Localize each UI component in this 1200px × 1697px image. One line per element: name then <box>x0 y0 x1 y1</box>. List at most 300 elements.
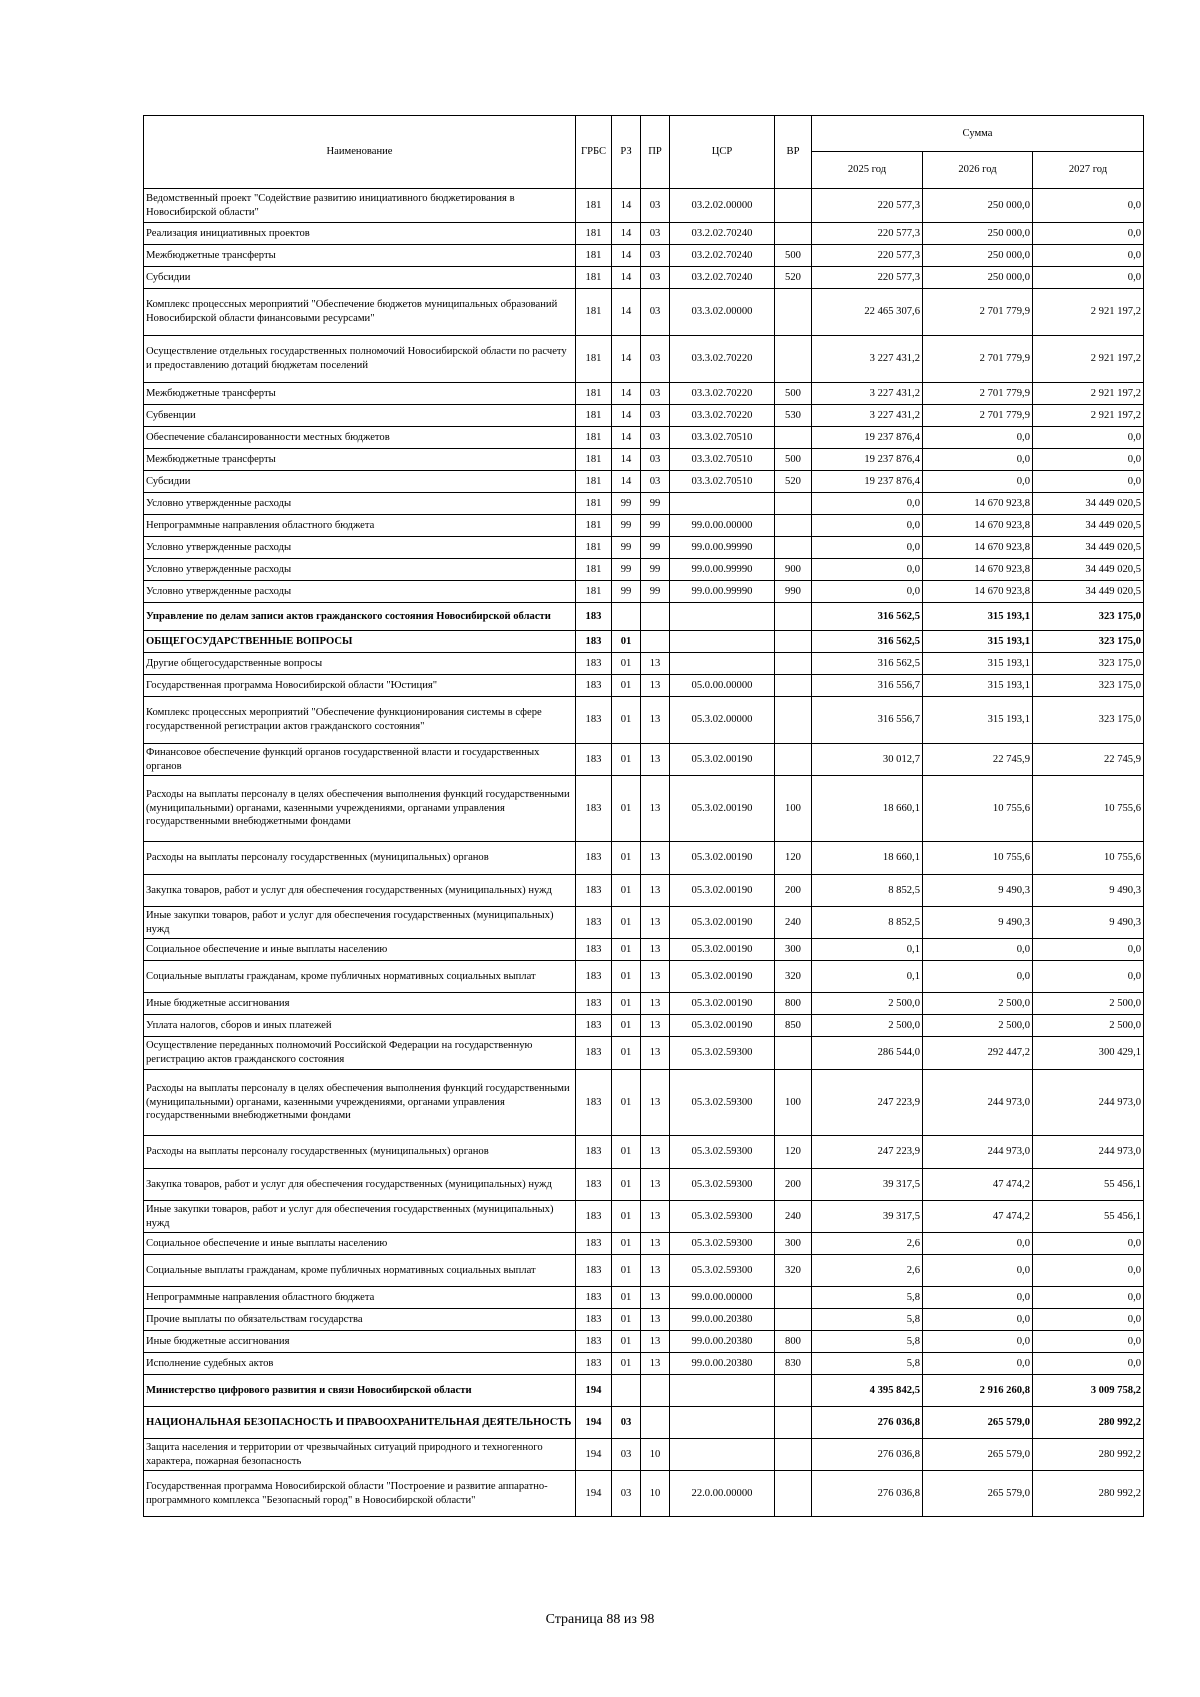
row-name: Защита населения и территории от чрезвычайных ситуаций природного и техногенного характера, пожарная безопасность <box>144 1439 576 1471</box>
row-name: Комплекс процессных мероприятий "Обеспечение бюджетов муниципальных образований Новосибирской области финансовыми ресурсами" <box>144 289 576 336</box>
row-grbs: 183 <box>576 1233 612 1255</box>
row-name: Непрограммные направления областного бюджета <box>144 515 576 537</box>
row-vr: 800 <box>775 1331 812 1353</box>
row-name: Государственная программа Новосибирской области "Юстиция" <box>144 675 576 697</box>
header-sum: Сумма <box>812 116 1144 152</box>
row-sum-2026: 265 579,0 <box>923 1471 1033 1517</box>
row-sum-2027: 0,0 <box>1033 1353 1144 1375</box>
row-rz: 14 <box>612 289 641 336</box>
row-grbs: 181 <box>576 493 612 515</box>
row-name: Расходы на выплаты персоналу государственных (муниципальных) органов <box>144 842 576 875</box>
table-row <box>144 581 1144 603</box>
table-row <box>144 1015 1144 1037</box>
row-pr: 13 <box>641 1331 670 1353</box>
row-sum-2026: 0,0 <box>923 1287 1033 1309</box>
row-rz: 14 <box>612 245 641 267</box>
row-rz: 01 <box>612 1136 641 1169</box>
table-row <box>144 697 1144 744</box>
row-vr <box>775 675 812 697</box>
row-csr: 03.3.02.70220 <box>670 336 775 383</box>
row-sum-2027: 280 992,2 <box>1033 1439 1144 1471</box>
table-row <box>144 653 1144 675</box>
row-vr: 120 <box>775 1136 812 1169</box>
row-rz: 01 <box>612 961 641 993</box>
row-name: Прочие выплаты по обязательствам государства <box>144 1309 576 1331</box>
row-rz: 14 <box>612 267 641 289</box>
row-vr: 500 <box>775 383 812 405</box>
row-sum-2025: 3 227 431,2 <box>812 383 923 405</box>
row-csr <box>670 1407 775 1439</box>
row-rz: 14 <box>612 427 641 449</box>
table-row <box>144 289 1144 336</box>
table-row <box>144 961 1144 993</box>
row-sum-2027: 0,0 <box>1033 939 1144 961</box>
row-pr: 13 <box>641 1201 670 1233</box>
row-sum-2026: 14 670 923,8 <box>923 537 1033 559</box>
row-sum-2027: 0,0 <box>1033 245 1144 267</box>
row-rz: 01 <box>612 744 641 776</box>
row-vr <box>775 515 812 537</box>
row-pr: 99 <box>641 493 670 515</box>
row-pr: 03 <box>641 427 670 449</box>
row-sum-2026: 10 755,6 <box>923 776 1033 842</box>
row-grbs: 194 <box>576 1375 612 1407</box>
row-vr: 320 <box>775 1255 812 1287</box>
row-pr: 13 <box>641 1353 670 1375</box>
row-grbs: 183 <box>576 993 612 1015</box>
row-sum-2025: 247 223,9 <box>812 1070 923 1136</box>
row-sum-2027: 0,0 <box>1033 223 1144 245</box>
row-name: Межбюджетные трансферты <box>144 245 576 267</box>
row-grbs: 183 <box>576 1136 612 1169</box>
row-vr: 100 <box>775 776 812 842</box>
row-pr: 10 <box>641 1471 670 1517</box>
row-vr: 830 <box>775 1353 812 1375</box>
row-csr: 05.3.02.00190 <box>670 776 775 842</box>
table-row <box>144 1353 1144 1375</box>
row-rz: 01 <box>612 1233 641 1255</box>
row-pr: 03 <box>641 449 670 471</box>
row-grbs: 183 <box>576 776 612 842</box>
row-csr: 03.3.02.70510 <box>670 449 775 471</box>
row-sum-2025: 8 852,5 <box>812 907 923 939</box>
row-sum-2026: 0,0 <box>923 449 1033 471</box>
row-grbs: 183 <box>576 603 612 631</box>
row-grbs: 183 <box>576 675 612 697</box>
row-rz: 01 <box>612 1287 641 1309</box>
table-row <box>144 537 1144 559</box>
table-row <box>144 1287 1144 1309</box>
row-sum-2025: 316 562,5 <box>812 631 923 653</box>
row-sum-2026: 9 490,3 <box>923 907 1033 939</box>
row-csr: 05.3.02.59300 <box>670 1169 775 1201</box>
row-pr: 13 <box>641 907 670 939</box>
row-name: Социальное обеспечение и иные выплаты населению <box>144 1233 576 1255</box>
row-sum-2027: 3 009 758,2 <box>1033 1375 1144 1407</box>
row-sum-2027: 2 500,0 <box>1033 1015 1144 1037</box>
row-pr: 13 <box>641 653 670 675</box>
row-pr: 13 <box>641 1309 670 1331</box>
row-sum-2026: 14 670 923,8 <box>923 581 1033 603</box>
row-rz: 01 <box>612 1015 641 1037</box>
row-name: Иные закупки товаров, работ и услуг для обеспечения государственных (муниципальных) нужд <box>144 907 576 939</box>
row-vr: 850 <box>775 1015 812 1037</box>
row-sum-2027: 55 456,1 <box>1033 1169 1144 1201</box>
table-row <box>144 875 1144 907</box>
row-csr: 03.3.02.70510 <box>670 427 775 449</box>
table-row <box>144 1439 1144 1471</box>
row-sum-2025: 3 227 431,2 <box>812 336 923 383</box>
row-sum-2025: 18 660,1 <box>812 842 923 875</box>
row-csr: 99.0.00.99990 <box>670 581 775 603</box>
row-name: Расходы на выплаты персоналу в целях обеспечения выполнения функций государственными (муниципальными) органами, казенными учреждениями, органами управления государственными внебюджетными фондами <box>144 1070 576 1136</box>
row-sum-2027: 0,0 <box>1033 1287 1144 1309</box>
table-row <box>144 1471 1144 1517</box>
row-rz: 01 <box>612 939 641 961</box>
row-sum-2025: 316 556,7 <box>812 697 923 744</box>
row-sum-2027: 10 755,6 <box>1033 776 1144 842</box>
row-csr: 05.3.02.00190 <box>670 961 775 993</box>
row-vr: 900 <box>775 559 812 581</box>
row-vr: 200 <box>775 1169 812 1201</box>
row-sum-2025: 220 577,3 <box>812 245 923 267</box>
row-sum-2026: 265 579,0 <box>923 1439 1033 1471</box>
row-sum-2025: 39 317,5 <box>812 1201 923 1233</box>
row-sum-2026: 315 193,1 <box>923 675 1033 697</box>
row-csr: 05.3.02.00190 <box>670 993 775 1015</box>
table-row <box>144 907 1144 939</box>
table-row <box>144 1309 1144 1331</box>
table-row <box>144 993 1144 1015</box>
row-pr: 13 <box>641 675 670 697</box>
row-csr: 05.3.02.59300 <box>670 1201 775 1233</box>
row-rz: 01 <box>612 1353 641 1375</box>
row-vr: 320 <box>775 961 812 993</box>
row-vr: 200 <box>775 875 812 907</box>
row-csr <box>670 631 775 653</box>
row-vr <box>775 1407 812 1439</box>
header-csr: ЦСР <box>670 116 775 189</box>
row-grbs: 181 <box>576 223 612 245</box>
header-year-2027: 2027 год <box>1033 152 1144 189</box>
row-grbs: 183 <box>576 1070 612 1136</box>
row-sum-2025: 276 036,8 <box>812 1407 923 1439</box>
row-name: Условно утвержденные расходы <box>144 493 576 515</box>
row-sum-2025: 5,8 <box>812 1353 923 1375</box>
header-year-2025: 2025 год <box>812 152 923 189</box>
row-sum-2027: 280 992,2 <box>1033 1471 1144 1517</box>
budget-table <box>143 115 1144 1517</box>
row-pr: 13 <box>641 842 670 875</box>
row-pr: 03 <box>641 405 670 427</box>
row-csr: 99.0.00.00000 <box>670 515 775 537</box>
row-pr: 13 <box>641 939 670 961</box>
row-name: Социальное обеспечение и иные выплаты населению <box>144 939 576 961</box>
row-rz: 03 <box>612 1439 641 1471</box>
row-pr: 03 <box>641 471 670 493</box>
row-sum-2026: 315 193,1 <box>923 631 1033 653</box>
row-grbs: 181 <box>576 471 612 493</box>
row-sum-2025: 19 237 876,4 <box>812 471 923 493</box>
row-rz: 14 <box>612 471 641 493</box>
row-sum-2027: 0,0 <box>1033 189 1144 223</box>
row-pr <box>641 603 670 631</box>
row-rz: 01 <box>612 697 641 744</box>
row-vr <box>775 603 812 631</box>
row-csr: 03.2.02.70240 <box>670 245 775 267</box>
row-name: Управление по делам записи актов гражданского состояния Новосибирской области <box>144 603 576 631</box>
row-grbs: 194 <box>576 1407 612 1439</box>
table-row <box>144 1070 1144 1136</box>
row-csr: 05.3.02.59300 <box>670 1255 775 1287</box>
row-csr <box>670 603 775 631</box>
row-sum-2025: 3 227 431,2 <box>812 405 923 427</box>
row-sum-2026: 250 000,0 <box>923 245 1033 267</box>
row-csr: 05.3.02.00190 <box>670 875 775 907</box>
row-sum-2027: 323 175,0 <box>1033 697 1144 744</box>
row-name: Субсидии <box>144 267 576 289</box>
row-csr: 99.0.00.99990 <box>670 559 775 581</box>
row-pr: 99 <box>641 559 670 581</box>
row-rz: 14 <box>612 336 641 383</box>
table-row <box>144 603 1144 631</box>
row-vr <box>775 697 812 744</box>
row-sum-2026: 47 474,2 <box>923 1201 1033 1233</box>
row-pr: 03 <box>641 189 670 223</box>
row-sum-2027: 244 973,0 <box>1033 1070 1144 1136</box>
table-row <box>144 493 1144 515</box>
row-sum-2025: 0,0 <box>812 515 923 537</box>
row-sum-2025: 8 852,5 <box>812 875 923 907</box>
row-name: НАЦИОНАЛЬНАЯ БЕЗОПАСНОСТЬ И ПРАВООХРАНИТЕЛЬНАЯ ДЕЯТЕЛЬНОСТЬ <box>144 1407 576 1439</box>
row-pr: 13 <box>641 1037 670 1070</box>
row-name: Осуществление переданных полномочий Российской Федерации на государственную регистрацию актов гражданского состояния <box>144 1037 576 1070</box>
row-sum-2027: 0,0 <box>1033 1309 1144 1331</box>
row-vr <box>775 1471 812 1517</box>
row-sum-2027: 323 175,0 <box>1033 603 1144 631</box>
table-row <box>144 939 1144 961</box>
row-vr <box>775 744 812 776</box>
row-csr: 05.3.02.00190 <box>670 939 775 961</box>
row-grbs: 181 <box>576 405 612 427</box>
row-pr: 03 <box>641 289 670 336</box>
table-row <box>144 1331 1144 1353</box>
row-pr <box>641 1375 670 1407</box>
row-name: Субвенции <box>144 405 576 427</box>
table-row <box>144 1375 1144 1407</box>
row-sum-2026: 9 490,3 <box>923 875 1033 907</box>
row-sum-2027: 300 429,1 <box>1033 1037 1144 1070</box>
row-vr: 500 <box>775 245 812 267</box>
row-grbs: 181 <box>576 427 612 449</box>
row-grbs: 183 <box>576 631 612 653</box>
row-rz: 01 <box>612 653 641 675</box>
row-vr: 500 <box>775 449 812 471</box>
row-name: Условно утвержденные расходы <box>144 537 576 559</box>
row-grbs: 181 <box>576 581 612 603</box>
row-grbs: 183 <box>576 1037 612 1070</box>
row-pr: 13 <box>641 744 670 776</box>
row-sum-2027: 34 449 020,5 <box>1033 515 1144 537</box>
row-rz: 01 <box>612 1070 641 1136</box>
row-grbs: 183 <box>576 1331 612 1353</box>
row-csr: 05.0.00.00000 <box>670 675 775 697</box>
row-sum-2026: 14 670 923,8 <box>923 559 1033 581</box>
row-name: Иные бюджетные ассигнования <box>144 1331 576 1353</box>
table-header <box>144 116 1144 189</box>
row-sum-2027: 0,0 <box>1033 267 1144 289</box>
row-vr: 120 <box>775 842 812 875</box>
row-grbs: 183 <box>576 744 612 776</box>
table-row <box>144 267 1144 289</box>
row-grbs: 183 <box>576 1201 612 1233</box>
page-number: Страница 88 из 98 <box>545 1612 655 1627</box>
row-vr: 300 <box>775 1233 812 1255</box>
row-sum-2026: 2 701 779,9 <box>923 289 1033 336</box>
row-vr <box>775 336 812 383</box>
row-name: Закупка товаров, работ и услуг для обеспечения государственных (муниципальных) нужд <box>144 1169 576 1201</box>
table-row <box>144 449 1144 471</box>
row-sum-2026: 250 000,0 <box>923 267 1033 289</box>
row-name: Расходы на выплаты персоналу в целях обеспечения выполнения функций государственными (муниципальными) органами, казенными учреждениями, органами управления государственными внебюджетными фондами <box>144 776 576 842</box>
row-sum-2026: 0,0 <box>923 961 1033 993</box>
row-rz <box>612 1375 641 1407</box>
row-pr: 13 <box>641 993 670 1015</box>
table-row <box>144 189 1144 223</box>
row-vr: 100 <box>775 1070 812 1136</box>
row-csr: 03.2.02.70240 <box>670 267 775 289</box>
row-vr <box>775 427 812 449</box>
row-grbs: 183 <box>576 939 612 961</box>
row-sum-2026: 0,0 <box>923 1309 1033 1331</box>
row-rz: 01 <box>612 1169 641 1201</box>
row-csr <box>670 653 775 675</box>
row-sum-2026: 14 670 923,8 <box>923 493 1033 515</box>
row-vr: 300 <box>775 939 812 961</box>
row-sum-2025: 316 562,5 <box>812 653 923 675</box>
row-sum-2027: 0,0 <box>1033 427 1144 449</box>
row-sum-2026: 315 193,1 <box>923 603 1033 631</box>
row-vr <box>775 493 812 515</box>
row-sum-2025: 5,8 <box>812 1309 923 1331</box>
row-csr: 03.2.02.00000 <box>670 189 775 223</box>
row-pr: 13 <box>641 1169 670 1201</box>
row-csr: 05.3.02.59300 <box>670 1037 775 1070</box>
row-sum-2025: 5,8 <box>812 1287 923 1309</box>
row-rz: 99 <box>612 537 641 559</box>
row-csr: 99.0.00.00000 <box>670 1287 775 1309</box>
row-rz: 99 <box>612 559 641 581</box>
row-vr <box>775 1439 812 1471</box>
row-rz: 01 <box>612 1037 641 1070</box>
table-row <box>144 1169 1144 1201</box>
row-sum-2026: 0,0 <box>923 1233 1033 1255</box>
row-csr: 03.3.02.70510 <box>670 471 775 493</box>
row-csr: 99.0.00.99990 <box>670 537 775 559</box>
row-name: Уплата налогов, сборов и иных платежей <box>144 1015 576 1037</box>
row-sum-2025: 5,8 <box>812 1331 923 1353</box>
row-vr <box>775 223 812 245</box>
row-grbs: 181 <box>576 336 612 383</box>
row-name: Исполнение судебных актов <box>144 1353 576 1375</box>
row-name: Межбюджетные трансферты <box>144 383 576 405</box>
row-sum-2026: 2 500,0 <box>923 993 1033 1015</box>
row-sum-2025: 220 577,3 <box>812 189 923 223</box>
row-pr <box>641 1407 670 1439</box>
table-row <box>144 842 1144 875</box>
row-grbs: 181 <box>576 537 612 559</box>
row-rz: 01 <box>612 1201 641 1233</box>
row-rz: 01 <box>612 776 641 842</box>
row-pr: 99 <box>641 581 670 603</box>
row-name: Условно утвержденные расходы <box>144 559 576 581</box>
row-name: Реализация инициативных проектов <box>144 223 576 245</box>
row-sum-2027: 0,0 <box>1033 961 1144 993</box>
row-vr <box>775 189 812 223</box>
table-row <box>144 1255 1144 1287</box>
row-grbs: 181 <box>576 449 612 471</box>
row-rz: 14 <box>612 449 641 471</box>
row-sum-2027: 323 175,0 <box>1033 675 1144 697</box>
row-grbs: 183 <box>576 1287 612 1309</box>
row-pr: 13 <box>641 961 670 993</box>
row-grbs: 183 <box>576 875 612 907</box>
row-sum-2025: 22 465 307,6 <box>812 289 923 336</box>
table-row <box>144 245 1144 267</box>
row-sum-2027: 10 755,6 <box>1033 842 1144 875</box>
row-sum-2027: 0,0 <box>1033 1331 1144 1353</box>
row-grbs: 183 <box>576 697 612 744</box>
row-csr: 03.2.02.70240 <box>670 223 775 245</box>
row-csr <box>670 1439 775 1471</box>
header-rz: РЗ <box>612 116 641 189</box>
row-csr: 99.0.00.20380 <box>670 1309 775 1331</box>
table-row <box>144 1407 1144 1439</box>
row-name: Межбюджетные трансферты <box>144 449 576 471</box>
row-sum-2025: 316 556,7 <box>812 675 923 697</box>
row-grbs: 181 <box>576 515 612 537</box>
table-row <box>144 383 1144 405</box>
table-row <box>144 631 1144 653</box>
row-csr: 05.3.02.00000 <box>670 697 775 744</box>
row-name: Государственная программа Новосибирской области "Построение и развитие аппаратно-программного комплекса "Безопасный город" в Новосибирской области" <box>144 1471 576 1517</box>
row-name: Социальные выплаты гражданам, кроме публичных нормативных социальных выплат <box>144 1255 576 1287</box>
table-row <box>144 776 1144 842</box>
row-vr <box>775 631 812 653</box>
row-pr: 03 <box>641 223 670 245</box>
row-pr: 10 <box>641 1439 670 1471</box>
row-sum-2025: 19 237 876,4 <box>812 449 923 471</box>
row-rz: 01 <box>612 1255 641 1287</box>
row-sum-2027: 2 921 197,2 <box>1033 289 1144 336</box>
row-name: Расходы на выплаты персоналу государственных (муниципальных) органов <box>144 1136 576 1169</box>
row-grbs: 194 <box>576 1471 612 1517</box>
row-sum-2026: 0,0 <box>923 1255 1033 1287</box>
row-csr: 03.3.02.00000 <box>670 289 775 336</box>
row-grbs: 181 <box>576 383 612 405</box>
row-sum-2027: 280 992,2 <box>1033 1407 1144 1439</box>
row-sum-2026: 265 579,0 <box>923 1407 1033 1439</box>
row-sum-2027: 2 921 197,2 <box>1033 405 1144 427</box>
header-grbs: ГРБС <box>576 116 612 189</box>
row-sum-2026: 0,0 <box>923 427 1033 449</box>
row-csr: 05.3.02.00190 <box>670 1015 775 1037</box>
row-sum-2027: 0,0 <box>1033 1255 1144 1287</box>
row-sum-2027: 323 175,0 <box>1033 653 1144 675</box>
table-row <box>144 675 1144 697</box>
table-row <box>144 515 1144 537</box>
row-pr: 13 <box>641 1136 670 1169</box>
